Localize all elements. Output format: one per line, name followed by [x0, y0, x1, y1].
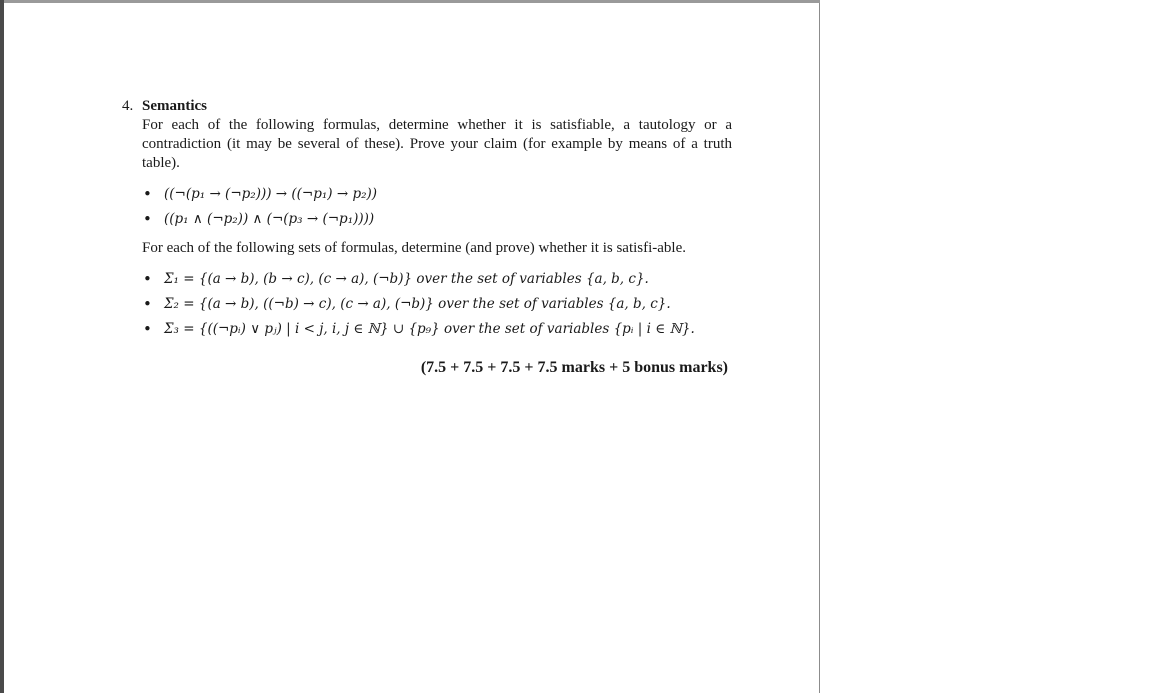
document-page: [4, 3, 820, 693]
formula-item: • ((p₁ ∧ (¬p₂)) ∧ (¬(p₃ → (¬p₁)))): [164, 210, 732, 229]
formula-item: • ((¬(p₁ → (¬p₂))) → ((¬p₁) → p₂)): [164, 185, 732, 204]
formula-list: [122, 185, 732, 229]
question-intro: For each of the following formulas, determine whether it is satisfiable, a tautology or a contradiction (it may be several of these). Prove your claim (for example by means of a truth table).: [142, 117, 732, 171]
question-number: 4.: [122, 98, 134, 114]
question-title: Semantics: [142, 98, 207, 114]
sets-intro: For each of the following sets of formulas, determine (and prove) whether it is satisfi-able.: [142, 240, 687, 256]
formula-set-item: • Σ₂ = {(a → b), ((¬b) → c), (c → a), (¬b)} over the set of variables {a, b, c}.: [164, 295, 732, 314]
question-heading: [122, 97, 732, 116]
formula-set-item: • Σ₁ = {(a → b), (b → c), (c → a), (¬b)} over the set of variables {a, b, c}.: [164, 270, 732, 289]
marks-allocation: (7.5 + 7.5 + 7.5 + 7.5 marks + 5 bonus marks): [420, 359, 728, 376]
formula-set-list: [122, 270, 732, 339]
question-section: [122, 97, 732, 377]
formula-set-item: • Σ₃ = {((¬pᵢ) ∨ pⱼ) | i < j, i, j ∈ ℕ} ∪ {p₉} over the set of variables {pᵢ | i ∈ ℕ}.: [164, 320, 732, 339]
